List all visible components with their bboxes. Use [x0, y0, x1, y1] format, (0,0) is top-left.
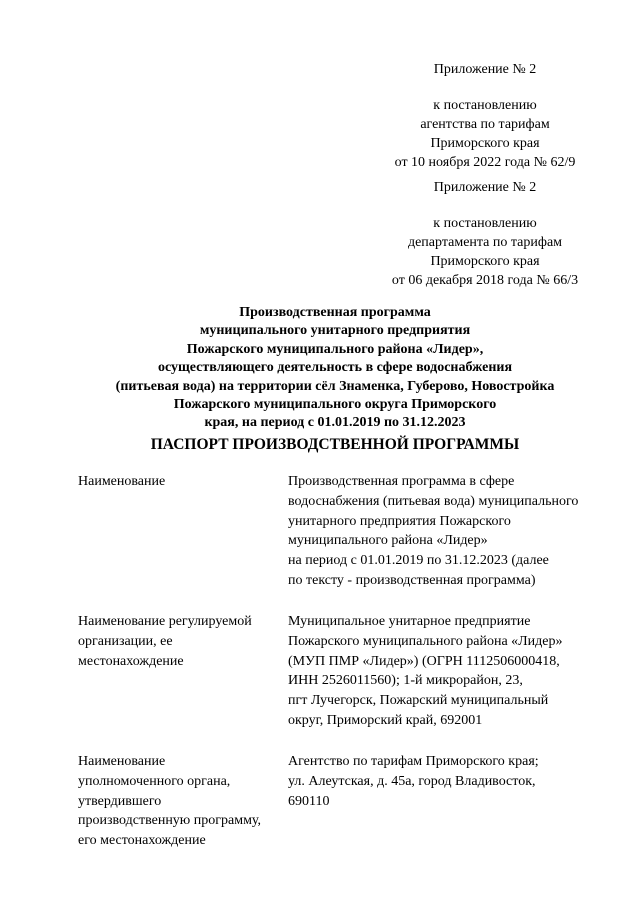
- program-title-line: муниципального унитарного предприятия: [199, 323, 471, 339]
- value-line: ул. Алеутская, д. 45а, город Владивосток,: [288, 773, 536, 789]
- value-line: округ, Приморский край, 692001: [288, 712, 483, 728]
- passport-heading: ПАСПОРТ ПРОИЗВОДСТВЕННОЙ ПРОГРАММЫ: [150, 436, 520, 453]
- label-line: его местонахождение: [78, 833, 206, 849]
- passport-row-label: [78, 752, 278, 851]
- label-line: производственную программу,: [78, 813, 262, 829]
- label-line: Наименование: [78, 474, 166, 489]
- value-line: унитарного предприятия Пожарского: [288, 513, 511, 529]
- value-line: Муниципальное унитарное предприятие: [288, 614, 531, 629]
- value-line: ИНН 2526011560); 1-й микрорайон, 23,: [288, 673, 523, 689]
- value-line: пгт Лучегорск, Пожарский муниципальный: [288, 693, 549, 709]
- label-line: утвердившего: [78, 793, 162, 809]
- appendix-line: агентства по тарифам: [420, 117, 550, 132]
- appendix-line: департамента по тарифам: [407, 235, 563, 250]
- appendix-block-department: [370, 178, 600, 290]
- passport-row-value: [288, 752, 613, 811]
- passport-row-value: [288, 472, 613, 591]
- passport-row-label: [78, 612, 278, 671]
- appendix-line: Приморского края: [430, 136, 540, 151]
- program-title: [40, 304, 630, 433]
- label-line: организации, ее: [78, 633, 173, 649]
- value-line: Производственная программа в сфере: [288, 474, 515, 489]
- value-line: 690110: [288, 793, 330, 809]
- value-line: по тексту - производственная программа): [288, 572, 536, 588]
- appendix-line: к постановлению: [433, 98, 537, 113]
- value-line: Агентство по тарифам Приморского края;: [288, 754, 539, 769]
- value-line: Пожарского муниципального района «Лидер»: [288, 633, 563, 649]
- label-line: местонахождение: [78, 653, 184, 669]
- program-title-line: Производственная программа: [239, 305, 431, 320]
- appendix-line: от 10 ноября 2022 года № 62/9: [394, 155, 576, 170]
- label-line: Наименование: [78, 754, 166, 769]
- program-title-line: края, на период с 01.01.2019 по 31.12.2023: [204, 415, 466, 431]
- appendix-heading: Приложение № 2: [433, 180, 537, 195]
- value-line: муниципального района «Лидер»: [288, 533, 488, 549]
- appendix-block-agency: [370, 60, 600, 172]
- program-title-line: (питьевая вода) на территории сёл Знаменка, Губерово, Новостройка: [115, 378, 555, 394]
- value-line: (МУП ПМР «Лидер») (ОГРН 1112506000418,: [288, 653, 560, 669]
- program-title-line: Пожарского муниципального округа Приморского: [173, 397, 497, 413]
- passport-row-label: [78, 472, 278, 492]
- passport-row-value: [288, 612, 613, 731]
- appendix-line: Приморского края: [430, 254, 540, 269]
- appendix-line: от 06 декабря 2018 года № 66/3: [391, 273, 579, 288]
- value-line: водоснабжения (питьевая вода) муниципального: [288, 493, 579, 509]
- value-line: на период с 01.01.2019 по 31.12.2023 (далее: [288, 553, 549, 569]
- program-title-line: Пожарского муниципального района «Лидер»,: [186, 341, 484, 357]
- appendix-heading: Приложение № 2: [433, 62, 537, 77]
- label-line: уполномоченного органа,: [78, 773, 231, 789]
- program-title-line: осуществляющего деятельность в сфере водоснабжения: [157, 360, 513, 376]
- label-line: Наименование регулируемой: [78, 614, 252, 629]
- appendix-line: к постановлению: [433, 216, 537, 231]
